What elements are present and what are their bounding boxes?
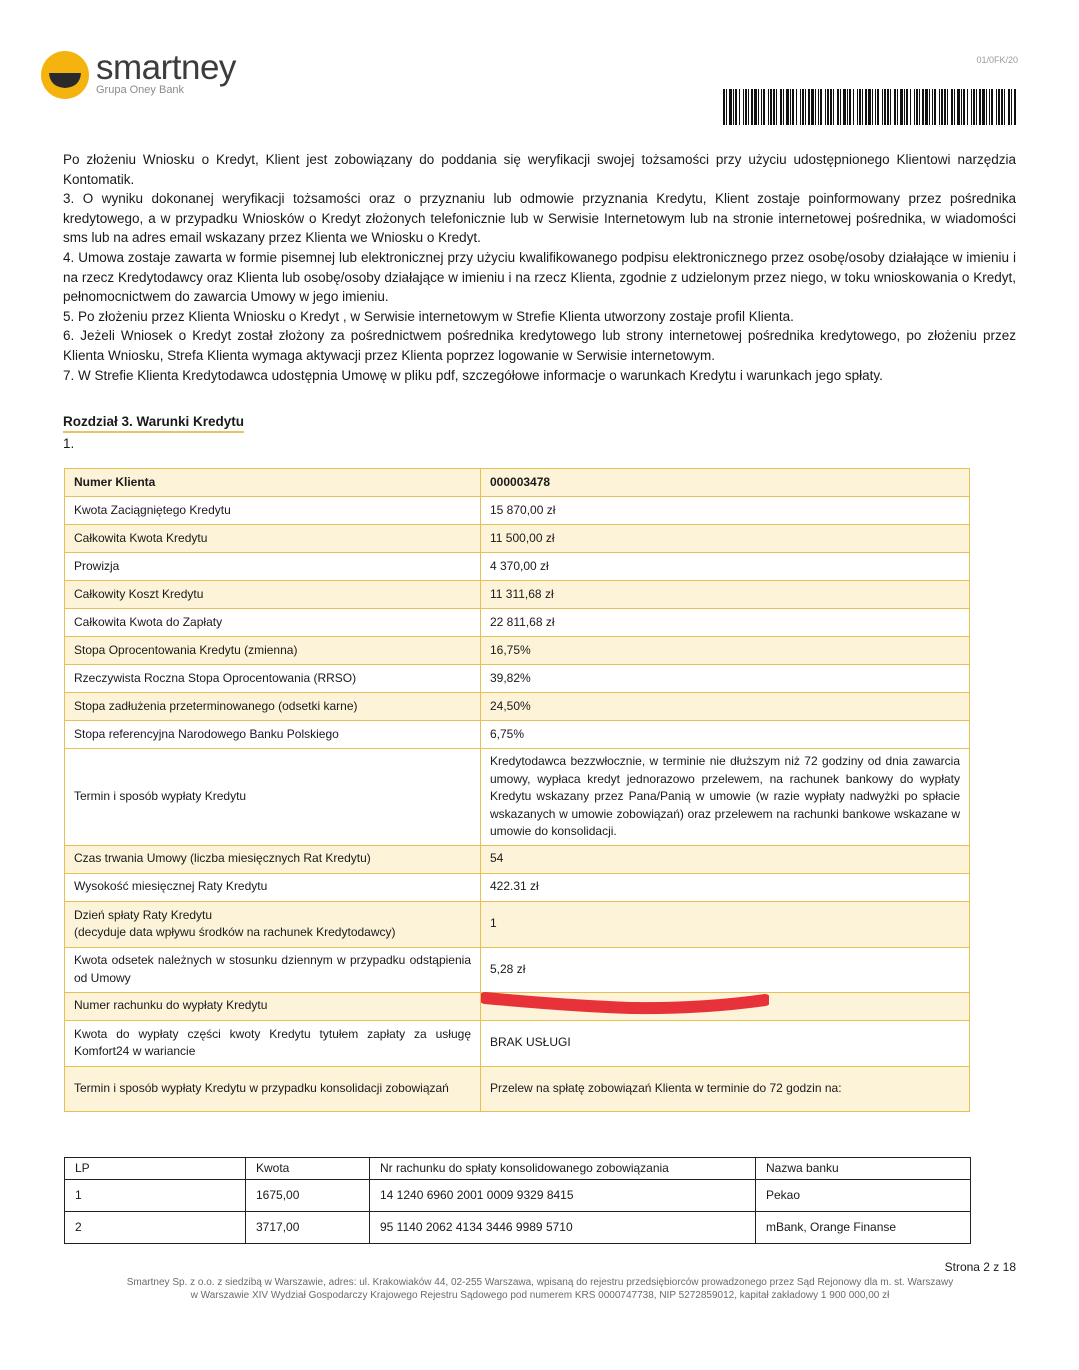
term-label: Kwota do wypłaty części kwoty Kredytu tytułem zapłaty za usługę Komfort24 w wariancie <box>65 1020 481 1066</box>
table-row <box>65 947 970 992</box>
term-value: 16,75% <box>481 637 970 665</box>
term-label: Całkowity Koszt Kredytu <box>65 581 481 609</box>
company-footer <box>60 1276 1020 1302</box>
table-row <box>65 901 970 947</box>
item-number: 1. <box>63 436 75 451</box>
footer-line: Smartney Sp. z o.o. z siedzibą w Warszawie, adres: ul. Krakowiaków 44, 02-255 Warszawa, wpisaną do rejestru przedsiębiorców prowadzonego przez Sąd Rejonowy dla m. st. Warszawy <box>126 1277 954 1288</box>
term-value: 000003478 <box>481 469 970 497</box>
paragraph: Po złożeniu Wniosku o Kredyt, Klient jest zobowiązany do poddania się weryfikacji swojej tożsamości przy użyciu udostępnionego Klientowi narzędzia Kontomatik. <box>63 152 1016 187</box>
paragraph: 7. W Strefie Klienta Kredytodawca udostępnia Umowę w pliku pdf, szczegółowe informacje o warunkach Kredytu i warunkach jego spłaty. <box>63 367 883 383</box>
table-row <box>65 1180 971 1212</box>
table-cell: mBank, Orange Finanse <box>756 1212 971 1244</box>
term-label-note: (decyduje data wpływu środków na rachunek Kredytodawcy) <box>74 925 396 939</box>
term-value: Przelew na spłatę zobowiązań Klienta w terminie do 72 godzin na: <box>481 1066 970 1111</box>
term-label: Całkowita Kwota Kredytu <box>65 525 481 553</box>
table-row <box>65 637 970 665</box>
table-cell: 1 <box>65 1180 246 1212</box>
table-cell: 2 <box>65 1212 246 1244</box>
redaction-mark <box>481 992 769 1016</box>
term-value: Kredytodawca bezzwłocznie, w terminie nie dłuższym niż 72 godziny od dnia zawarcia umowy, wypłaca kredyt jednorazowo przelewem, na rachunek bankowy do wypłaty Kredytu wskazany przez Pana/Panią w umowie (w razie wypłaty nadwyżki po spłacie wskazanych w umowie zobowiązań) oraz przelewem na rachunki bankowe wskazane w umowie do konsolidacji. <box>481 749 970 846</box>
column-header: Kwota <box>246 1158 370 1180</box>
consolidation-table <box>64 1157 971 1244</box>
brand-name: smartney <box>96 48 236 87</box>
term-label: Całkowita Kwota do Zapłaty <box>65 609 481 637</box>
table-row <box>65 1020 970 1066</box>
smartney-logo <box>40 50 270 106</box>
term-value: 39,82% <box>481 665 970 693</box>
page-number: Strona 2 z 18 <box>944 1260 1016 1274</box>
term-label: Stopa Oprocentowania Kredytu (zmienna) <box>65 637 481 665</box>
term-label: Wysokość miesięcznej Raty Kredytu <box>65 873 481 901</box>
term-label: Stopa referencyjna Narodowego Banku Polskiego <box>65 721 481 749</box>
table-row <box>65 609 970 637</box>
table-cell: 1675,00 <box>246 1180 370 1212</box>
procedure-text <box>63 150 1016 385</box>
smartney-logo-icon <box>40 50 90 100</box>
term-label: Numer rachunku do wypłaty Kredytu <box>65 992 481 1020</box>
term-value: 5,28 zł <box>481 947 970 992</box>
term-label: Kwota odsetek należnych w stosunku dziennym w przypadku odstąpienia od Umowy <box>65 947 481 992</box>
table-row <box>65 845 970 873</box>
table-row <box>65 497 970 525</box>
term-value: 1 <box>481 901 970 947</box>
term-label: Numer Klienta <box>65 469 481 497</box>
term-value: 4 370,00 zł <box>481 553 970 581</box>
term-label <box>65 901 481 947</box>
term-label: Termin i sposób wypłaty Kredytu <box>65 749 481 846</box>
barcode <box>723 89 1016 125</box>
column-header: Nazwa banku <box>756 1158 971 1180</box>
table-row <box>65 1066 970 1111</box>
table-cell: Pekao <box>756 1180 971 1212</box>
table-cell: 14 1240 6960 2001 0009 9329 8415 <box>370 1180 756 1212</box>
table-row <box>65 873 970 901</box>
term-value: 11 311,68 zł <box>481 581 970 609</box>
term-value: 422.31 zł <box>481 873 970 901</box>
footer-line: w Warszawie XIV Wydział Gospodarczy Krajowego Rejestru Sądowego pod numerem KRS 0000747738, NIP 5272859012, kapitał zakładowy 1 900 000,00 zł <box>190 1290 890 1301</box>
term-label: Termin i sposób wypłaty Kredytu w przypadku konsolidacji zobowiązań <box>65 1066 481 1111</box>
column-header: LP <box>65 1158 246 1180</box>
document-reference: 01/0FK/20 <box>976 55 1018 65</box>
paragraph: 3. O wyniku dokonanej weryfikacji tożsamości oraz o przyznaniu lub odmowie przyznania Kredytu, Klient zostaje poinformowany przez pośrednika kredytowego, a w przypadku Wniosków o Kredyt złożonych telefonicznie lub w Serwisie Internetowym lub na stronie internetowej pośrednika, w wiadomości sms lub na adres email wskazany przez Klienta we Wniosku o Kredyt. <box>63 191 1016 246</box>
term-label: Prowizja <box>65 553 481 581</box>
table-row <box>65 553 970 581</box>
table-row <box>65 581 970 609</box>
term-label: Stopa zadłużenia przeterminowanego (odsetki karne) <box>65 693 481 721</box>
table-row <box>65 469 970 497</box>
column-header: Nr rachunku do spłaty konsolidowanego zobowiązania <box>370 1158 756 1180</box>
table-row <box>65 721 970 749</box>
term-value: 15 870,00 zł <box>481 497 970 525</box>
term-value: 22 811,68 zł <box>481 609 970 637</box>
table-row <box>65 1212 971 1244</box>
table-cell: 95 1140 2062 4134 3446 9989 5710 <box>370 1212 756 1244</box>
paragraph: 4. Umowa zostaje zawarta w formie pisemnej lub elektronicznej przy użyciu kwalifikowanego podpisu elektronicznego przez osobę/osoby działające w imieniu i na rzecz Kredytodawcy oraz Klienta lub osobę/osoby działające w imieniu i na rzecz Klienta, zgodnie z udzielonym przez niego, w toku wnioskowania o Kredyt, pełnomocnictwem do zawarcia Umowy w jego imieniu. <box>63 249 1016 305</box>
term-label: Czas trwania Umowy (liczba miesięcznych Rat Kredytu) <box>65 845 481 873</box>
term-label: Rzeczywista Roczna Stopa Oprocentowania (RRSO) <box>65 665 481 693</box>
brand-subtitle: Grupa Oney Bank <box>96 84 185 96</box>
table-row <box>65 749 970 846</box>
term-value: BRAK USŁUGI <box>481 1020 970 1066</box>
term-value: 24,50% <box>481 693 970 721</box>
table-header-row <box>65 1158 971 1180</box>
table-row <box>65 693 970 721</box>
table-row <box>65 525 970 553</box>
table-row <box>65 665 970 693</box>
term-value: 54 <box>481 845 970 873</box>
term-value: 11 500,00 zł <box>481 525 970 553</box>
term-label: Kwota Zaciągniętego Kredytu <box>65 497 481 525</box>
paragraph: 5. Po złożeniu przez Klienta Wniosku o Kredyt , w Serwisie internetowym w Strefie Klienta utworzony zostaje profil Klienta. <box>63 308 794 324</box>
table-cell: 3717,00 <box>246 1212 370 1244</box>
section-title: Rozdział 3. Warunki Kredytu <box>63 413 244 433</box>
term-label-line: Dzień spłaty Raty Kredytu <box>74 907 213 922</box>
term-value: 6,75% <box>481 721 970 749</box>
paragraph: 6. Jeżeli Wniosek o Kredyt został złożony za pośrednictwem pośrednika kredytowego lub strony internetowej pośrednika kredytowego, po złożeniu przez Klienta Wniosku, Strefa Klienta wymaga aktywacji przez Klienta poprzez logowanie w Serwisie internetowym. <box>63 328 1016 363</box>
